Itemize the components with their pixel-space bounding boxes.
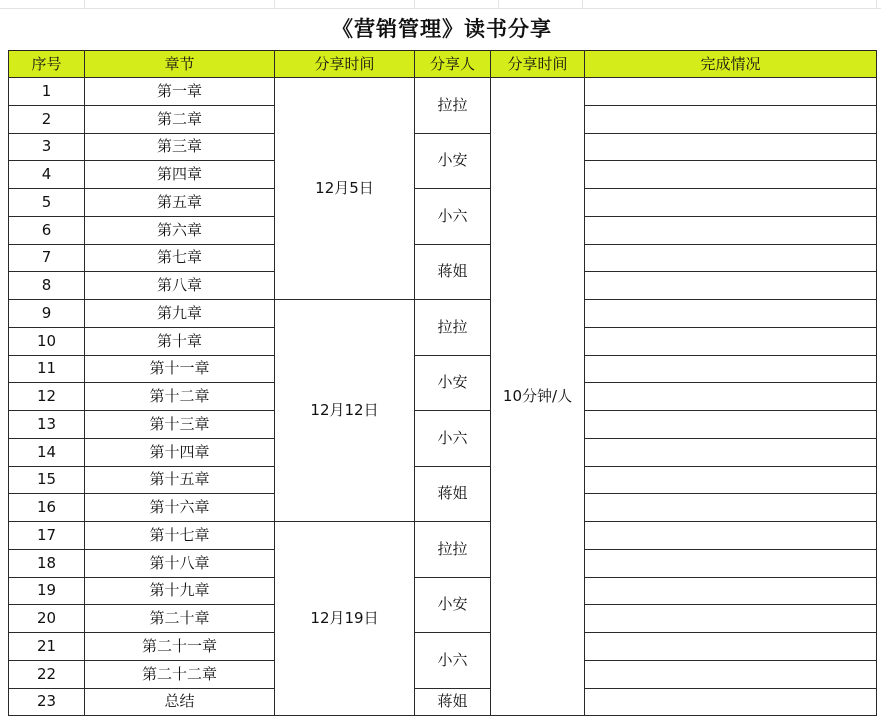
- header-cell-share-duration[interactable]: 分享时间: [491, 51, 585, 78]
- cell-share-duration[interactable]: 10分钟/人: [491, 78, 585, 716]
- cell-chapter[interactable]: 第十五章: [85, 466, 275, 494]
- cell-completion[interactable]: [585, 133, 877, 161]
- cell-completion[interactable]: [585, 466, 877, 494]
- cell-completion[interactable]: [585, 494, 877, 522]
- table-body: [9, 78, 877, 716]
- cell-chapter[interactable]: 第十三章: [85, 411, 275, 439]
- cell-index[interactable]: 5: [9, 189, 85, 217]
- cell-completion[interactable]: [585, 300, 877, 328]
- cell-presenter[interactable]: 小六: [415, 411, 491, 467]
- table-row: [9, 300, 877, 328]
- cell-index[interactable]: 17: [9, 522, 85, 550]
- cell-index[interactable]: 21: [9, 633, 85, 661]
- cell-index[interactable]: 11: [9, 355, 85, 383]
- cell-chapter[interactable]: 第七章: [85, 244, 275, 272]
- cell-index[interactable]: 13: [9, 411, 85, 439]
- table-row: [9, 466, 877, 494]
- header-cell-share-date[interactable]: 分享时间: [275, 51, 415, 78]
- cell-completion[interactable]: [585, 327, 877, 355]
- cell-index[interactable]: 15: [9, 466, 85, 494]
- cell-chapter[interactable]: 第三章: [85, 133, 275, 161]
- cell-completion[interactable]: [585, 244, 877, 272]
- cell-index[interactable]: 20: [9, 605, 85, 633]
- cell-completion[interactable]: [585, 105, 877, 133]
- cell-index[interactable]: 16: [9, 494, 85, 522]
- header-row: [9, 51, 877, 78]
- table-row: [9, 688, 877, 716]
- cell-index[interactable]: 3: [9, 133, 85, 161]
- cell-presenter[interactable]: 拉拉: [415, 78, 491, 134]
- cell-chapter[interactable]: 第二十二章: [85, 660, 275, 688]
- cell-chapter[interactable]: 第十六章: [85, 494, 275, 522]
- table-row: [9, 522, 877, 550]
- cell-index[interactable]: 23: [9, 688, 85, 716]
- cell-chapter[interactable]: 第十章: [85, 327, 275, 355]
- cell-chapter[interactable]: 第十二章: [85, 383, 275, 411]
- cell-presenter[interactable]: 蒋姐: [415, 244, 491, 300]
- table-row: [9, 244, 877, 272]
- cell-completion[interactable]: [585, 161, 877, 189]
- cell-index[interactable]: 1: [9, 78, 85, 106]
- header-cell-chapter[interactable]: 章节: [85, 51, 275, 78]
- cell-completion[interactable]: [585, 216, 877, 244]
- cell-index[interactable]: 22: [9, 660, 85, 688]
- cell-share-date[interactable]: 12月5日: [275, 78, 415, 300]
- cell-index[interactable]: 7: [9, 244, 85, 272]
- cell-completion[interactable]: [585, 577, 877, 605]
- cell-share-date[interactable]: 12月12日: [275, 300, 415, 522]
- cell-presenter[interactable]: 小六: [415, 189, 491, 245]
- cell-completion[interactable]: [585, 355, 877, 383]
- cell-chapter[interactable]: 第六章: [85, 216, 275, 244]
- cell-index[interactable]: 10: [9, 327, 85, 355]
- cell-index[interactable]: 2: [9, 105, 85, 133]
- cell-chapter[interactable]: 第十一章: [85, 355, 275, 383]
- cell-completion[interactable]: [585, 272, 877, 300]
- cell-presenter[interactable]: 拉拉: [415, 300, 491, 356]
- cell-index[interactable]: 9: [9, 300, 85, 328]
- cell-index[interactable]: 14: [9, 438, 85, 466]
- cell-chapter[interactable]: 第四章: [85, 161, 275, 189]
- cell-presenter[interactable]: 蒋姐: [415, 466, 491, 522]
- table-row: [9, 133, 877, 161]
- table-row: [9, 577, 877, 605]
- cell-index[interactable]: 18: [9, 549, 85, 577]
- cell-completion[interactable]: [585, 688, 877, 716]
- cell-presenter[interactable]: 小六: [415, 633, 491, 689]
- cell-completion[interactable]: [585, 411, 877, 439]
- cell-chapter[interactable]: 第二章: [85, 105, 275, 133]
- cell-chapter[interactable]: 第五章: [85, 189, 275, 217]
- cell-completion[interactable]: [585, 189, 877, 217]
- cell-presenter[interactable]: 小安: [415, 577, 491, 633]
- cell-index[interactable]: 12: [9, 383, 85, 411]
- cell-chapter[interactable]: 总结: [85, 688, 275, 716]
- cell-chapter[interactable]: 第十八章: [85, 549, 275, 577]
- cell-chapter[interactable]: 第二十章: [85, 605, 275, 633]
- cell-completion[interactable]: [585, 605, 877, 633]
- cell-index[interactable]: 19: [9, 577, 85, 605]
- cell-presenter[interactable]: 小安: [415, 355, 491, 411]
- cell-index[interactable]: 4: [9, 161, 85, 189]
- cell-completion[interactable]: [585, 438, 877, 466]
- cell-completion[interactable]: [585, 660, 877, 688]
- cell-chapter[interactable]: 第一章: [85, 78, 275, 106]
- cell-completion[interactable]: [585, 78, 877, 106]
- header-cell-presenter[interactable]: 分享人: [415, 51, 491, 78]
- header-cell-completion[interactable]: 完成情况: [585, 51, 877, 78]
- cell-presenter[interactable]: 拉拉: [415, 522, 491, 578]
- cell-presenter[interactable]: 蒋姐: [415, 688, 491, 716]
- sharing-schedule-table: [8, 50, 877, 716]
- cell-chapter[interactable]: 第二十一章: [85, 633, 275, 661]
- table-row: [9, 411, 877, 439]
- table-row: [9, 633, 877, 661]
- cell-completion[interactable]: [585, 633, 877, 661]
- cell-index[interactable]: 8: [9, 272, 85, 300]
- cell-chapter[interactable]: 第十七章: [85, 522, 275, 550]
- cell-presenter[interactable]: 小安: [415, 133, 491, 189]
- cell-completion[interactable]: [585, 522, 877, 550]
- table-row: [9, 189, 877, 217]
- cell-chapter[interactable]: 第八章: [85, 272, 275, 300]
- cell-completion[interactable]: [585, 383, 877, 411]
- cell-index[interactable]: 6: [9, 216, 85, 244]
- table-row: [9, 355, 877, 383]
- cell-chapter[interactable]: 第十四章: [85, 438, 275, 466]
- cell-share-date[interactable]: 12月19日: [275, 522, 415, 716]
- cell-chapter[interactable]: 第九章: [85, 300, 275, 328]
- cell-chapter[interactable]: 第十九章: [85, 577, 275, 605]
- cell-completion[interactable]: [585, 549, 877, 577]
- sheet-title[interactable]: 《营销管理》读书分享: [332, 17, 552, 41]
- header-cell-index[interactable]: 序号: [9, 51, 85, 78]
- table-row: [9, 78, 877, 106]
